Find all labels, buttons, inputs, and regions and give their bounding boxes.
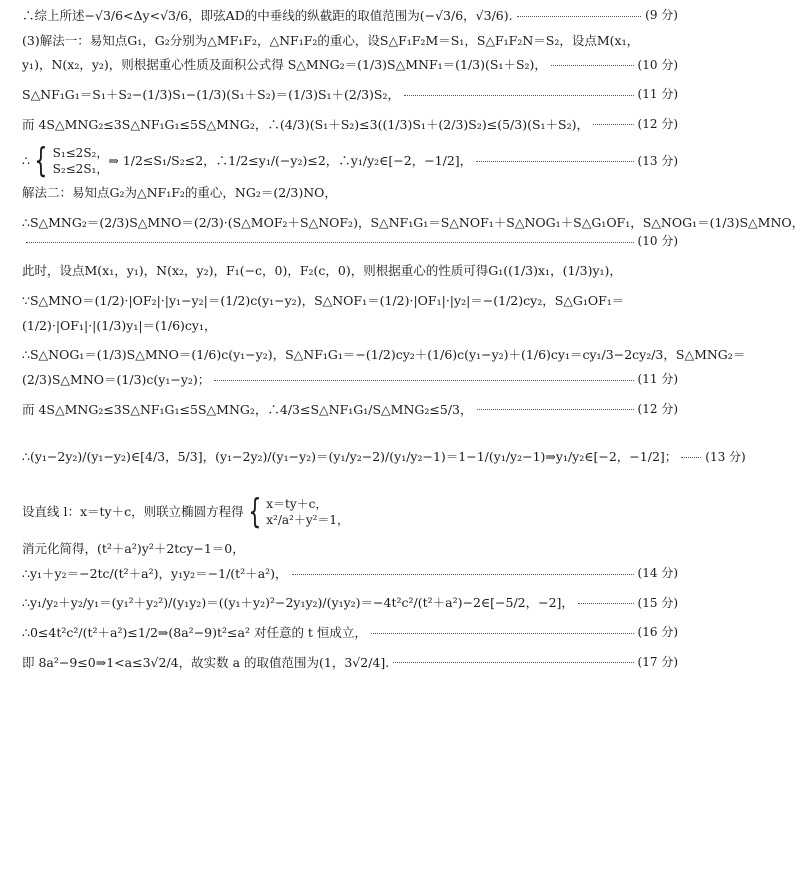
text-line <box>22 8 678 24</box>
dot-leader <box>26 241 634 243</box>
brace-glyph: { <box>247 492 261 533</box>
brace-glyph: { <box>34 141 48 182</box>
text-line <box>22 318 678 334</box>
dot-leader <box>681 456 701 458</box>
text-line <box>22 263 678 279</box>
line-text: 消元化简得，(t²＋a²)y²＋2tcy−1＝0， <box>22 541 245 557</box>
text-line <box>22 595 678 611</box>
dot-leader <box>476 160 633 162</box>
dot-leader <box>551 64 634 66</box>
line-text: ∴S△MNG₂＝(2/3)S△MNO＝(2/3)·(S△MOF₂＋S△NOF₂)，S△NF₁G₁＝S△NOF₁＋S△NOG₁＋S△G₁OF₁，S△NOG₁＝(1/3)S△MNO， <box>22 214 804 230</box>
line-text: S△NF₁G₁＝S₁＋S₂−(1/3)S₁−(1/3)(S₁＋S₂)＝(1/3)S₁＋(2/3)S₂， <box>22 86 400 102</box>
line-text: ∵S△MNO＝(1/2)·|OF₂|·|y₁−y₂|＝(1/2)c(y₁−y₂)，S△NOF₁＝(1/2)·|OF₁|·|y₂|＝−(1/2)cy₂，S△G₁OF₁＝ <box>22 293 625 308</box>
score-mark: (9 分) <box>645 8 678 23</box>
line-text: 而 4S△MNG₂≤3S△NF₁G₁≤5S△MNG₂，∴4/3≤S△NF₁G₁/S△MNG₂≤5/3， <box>22 401 473 417</box>
line-text: 此时，设点M(x₁，y₁)，N(x₂，y₂)，F₁(−c，0)，F₂(c，0)，则根据重心的性质可得G₁((1/3)x₁，(1/3)y₁)， <box>22 263 622 279</box>
text-line <box>22 431 746 483</box>
text-line <box>22 214 804 231</box>
dot-leader <box>371 632 634 634</box>
text-line <box>22 402 678 418</box>
system-row: S₂≤2S₁， <box>52 162 109 177</box>
text-line <box>22 293 678 309</box>
score-mark: (10 分) <box>637 57 678 72</box>
equation-system <box>244 492 350 533</box>
line-text: ⇒ 1/2≤S₁/S₂≤2，∴1/2≤y₁/(−y₂)≤2，∴y₁/y₂∈[−2，−1/2]， <box>108 153 473 169</box>
score-mark: (12 分) <box>637 401 678 416</box>
score-mark: (13 分) <box>705 449 746 464</box>
score-mark: (12 分) <box>637 116 678 131</box>
line-text: (2/3)S△MNO＝(1/3)c(y₁−y₂)； <box>22 371 211 387</box>
score-mark: (17 分) <box>637 654 678 669</box>
dot-leader <box>593 123 634 125</box>
text-line <box>22 33 678 49</box>
text-line <box>22 57 678 73</box>
line-text: (1/2)·|OF₁|·|(1/3)y₁|＝(1/6)cy₁， <box>22 317 217 333</box>
score-mark: (11 分) <box>637 372 678 387</box>
text-line <box>22 87 678 103</box>
line-text: ∴S△NOG₁＝(1/3)S△MNO＝(1/6)c(y₁−y₂)，S△NF₁G₁＝−(1/2)cy₂＋(1/6)c(y₁−y₂)＋(1/6)cy₁＝cy₁/3−2cy₂/3，S△MNG₂＝ <box>22 347 746 363</box>
text-line <box>22 234 678 249</box>
text-line <box>22 541 678 557</box>
text-line <box>22 566 678 582</box>
text-line <box>22 492 678 532</box>
score-mark: (16 分) <box>637 625 678 640</box>
score-mark: (13 分) <box>637 153 678 168</box>
line-text: ∴综上所述−√3/6<Δy<√3/6，即弦AD的中垂线的纵截距的取值范围为(−√3/6，√3/6). <box>22 8 513 23</box>
text-line <box>22 372 678 388</box>
line-text: (3)解法一：易知点G₁，G₂分别为△MF₁F₂，△NF₁F₂的重心，设S△F₁F₂M＝S₁，S△F₁F₂N＝S₂，设点M(x₁， <box>22 32 640 48</box>
line-text: ∴y₁/y₂＋y₂/y₁＝(y₁²＋y₂²)/(y₁y₂)＝((y₁＋y₂)²−2y₁y₂)/(y₁y₂)＝−4t²c²/(t²＋a²)−2∈[−5/2，−2]， <box>22 595 574 611</box>
system-row: x²/a²＋y²＝1， <box>266 513 350 528</box>
score-mark: (15 分) <box>637 595 678 610</box>
text-line <box>22 141 678 181</box>
text-line <box>22 185 678 201</box>
text-line <box>22 655 678 671</box>
line-text: 即 8a²−9≤0⇒1<a≤3√2/4，故实数 a 的取值范围为(1，3√2/4]. <box>22 654 390 670</box>
line-text: 而 4S△MNG₂≤3S△NF₁G₁≤5S△MNG₂，∴(4/3)(S₁＋S₂)≤3((1/3)S₁＋(2/3)S₂)≤(5/3)(S₁＋S₂)， <box>22 116 589 132</box>
dot-leader <box>292 573 634 575</box>
line-text: ∴(y₁−2y₂)/(y₁−y₂)∈[4/3，5/3]，(y₁−2y₂)/(y₁−y₂)＝(y₁/y₂−2)/(y₁/y₂−1)＝1−1/(y₁/y₂−1)⇒y₁/y₂∈[−2，−1/2]； <box>22 449 678 465</box>
dot-leader <box>477 408 634 410</box>
line-text: 解法二：易知点G₂为△NF₁F₂的重心，NG₂＝(2/3)NO， <box>22 185 337 201</box>
line-text: y₁)，N(x₂，y₂)，则根据重心性质及面积公式得 S△MNG₂＝(1/3)S△MNF₁＝(1/3)(S₁＋S₂)， <box>22 57 547 73</box>
score-mark: (14 分) <box>637 566 678 581</box>
line-text: 设直线 l：x＝ty＋c，则联立椭圆方程得 <box>22 504 244 520</box>
dot-leader <box>214 379 633 381</box>
text-line <box>22 625 678 641</box>
text-line <box>22 117 678 133</box>
score-mark: (11 分) <box>637 87 678 102</box>
system-row: S₁≤2S₂， <box>52 145 109 160</box>
line-text: ∴0≤4t²c²/(t²＋a²)≤1/2⇒(8a²−9)t²≤a² 对任意的 t 恒成立， <box>22 625 367 640</box>
dot-leader <box>578 602 634 604</box>
score-mark: (10 分) <box>637 234 678 249</box>
text-line <box>22 347 746 363</box>
system-row: x＝ty＋c， <box>266 496 328 511</box>
dot-leader <box>404 94 634 96</box>
dot-leader <box>517 15 642 17</box>
line-text: ∴y₁＋y₂＝−2tc/(t²＋a²)，y₁y₂＝−1/(t²＋a²)， <box>22 565 288 581</box>
equation-system: ∴ { S₁≤2S₂， S₂≤2S₁， <box>22 141 109 182</box>
dot-leader <box>393 661 633 663</box>
